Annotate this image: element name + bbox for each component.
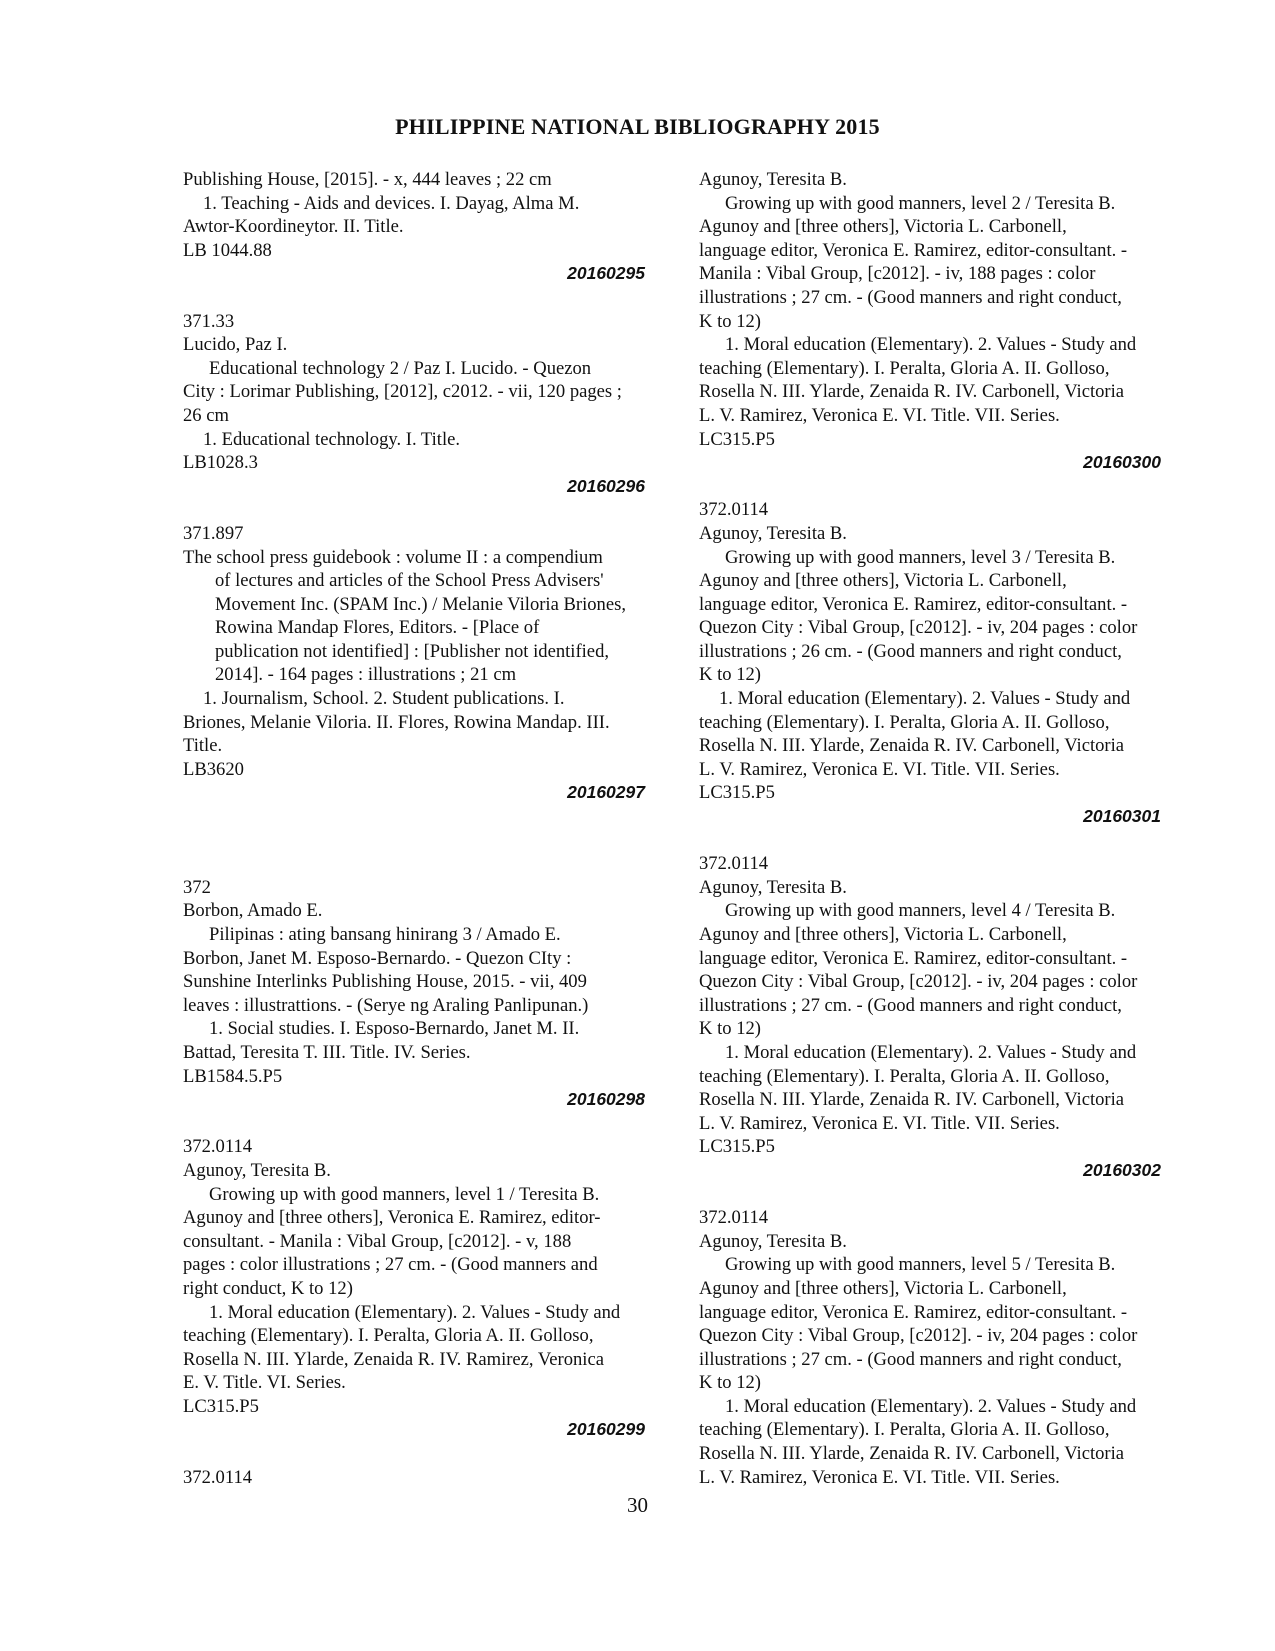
subject-headings: 1. Moral education (Elementary). 2. Values - Study and <box>725 1041 1137 1063</box>
subject-line: Rosella N. III. Ylarde, Zenaida R. IV. Ramirez, Veronica <box>183 1348 604 1370</box>
description-line: K to 12) <box>699 1018 761 1040</box>
record-number: 20160302 <box>1083 1159 1161 1180</box>
subject-line: Awtor-Koordineytor. II. Title. <box>183 216 404 238</box>
title-statement: Growing up with good manners, level 3 / Teresita B. <box>725 546 1116 568</box>
subject-line: teaching (Elementary). I. Peralta, Gloria A. II. Golloso, <box>183 1325 594 1347</box>
description-line: language editor, Veronica E. Ramirez, editor-consultant. - <box>699 1301 1128 1323</box>
class-number: 372.0114 <box>183 1136 253 1158</box>
subject-line: L. V. Ramirez, Veronica E. VI. Title. VII. Series. <box>699 1112 1060 1134</box>
description-line: Quezon City : Vibal Group, [c2012]. - iv, 204 pages : color <box>699 1325 1138 1347</box>
subject-line: L. V. Ramirez, Veronica E. VI. Title. VII. Series. <box>699 758 1060 780</box>
call-number: LB3620 <box>183 758 244 780</box>
call-number: LC315.P5 <box>699 782 775 804</box>
call-number: LB 1044.88 <box>183 239 272 261</box>
subject-line: Briones, Melanie Viloria. II. Flores, Rowina Mandap. III. <box>183 711 610 733</box>
left-column <box>183 168 663 1489</box>
author: Agunoy, Teresita B. <box>699 169 847 190</box>
description-line: Quezon City : Vibal Group, [c2012]. - iv, 204 pages : color <box>699 971 1138 993</box>
description-line: Borbon, Janet M. Esposo-Bernardo. - Quezon CIty : <box>183 947 572 969</box>
class-number: 372.0114 <box>699 853 769 875</box>
description-line: publication not identified] : [Publisher not identified, <box>215 640 610 662</box>
description-line: City : Lorimar Publishing, [2012], c2012. - vii, 120 pages ; <box>183 381 622 403</box>
subject-headings: 1. Social studies. I. Esposo-Bernardo, Janet M. II. <box>209 1018 580 1040</box>
class-number: 372 <box>183 876 211 898</box>
title-statement: Growing up with good manners, level 2 / Teresita B. <box>725 192 1116 214</box>
subject-headings: 1. Educational technology. I. Title. <box>203 428 461 450</box>
record-number: 20160299 <box>567 1419 645 1440</box>
class-number: 372.0114 <box>183 1466 253 1488</box>
description-line: language editor, Veronica E. Ramirez, editor-consultant. - <box>699 593 1128 615</box>
class-number: 372.0114 <box>699 499 769 521</box>
description-line: leaves : illustrattions. - (Serye ng Araling Panlipunan.) <box>183 994 589 1016</box>
description-line: Agunoy and [three others], Victoria L. Carbonell, <box>699 570 1067 592</box>
subject-headings: 1. Journalism, School. 2. Student publications. I. <box>203 688 565 710</box>
description-line: consultant. - Manila : Vibal Group, [c2012]. - v, 188 <box>183 1230 572 1252</box>
record-number: 20160300 <box>1083 452 1161 473</box>
class-number: 371.33 <box>183 310 235 332</box>
subject-line: Rosella N. III. Ylarde, Zenaida R. IV. Carbonell, Victoria <box>699 1089 1125 1111</box>
description-line: K to 12) <box>699 1372 761 1394</box>
subject-line: Title. <box>183 735 223 757</box>
subject-line: Battad, Teresita T. III. Title. IV. Series. <box>183 1041 471 1063</box>
call-number: LC315.P5 <box>699 428 775 450</box>
author: Agunoy, Teresita B. <box>699 876 847 898</box>
description-line: Quezon City : Vibal Group, [c2012]. - iv, 204 pages : color <box>699 617 1138 639</box>
subject-headings: 1. Moral education (Elementary). 2. Values - Study and <box>725 334 1137 356</box>
author: Agunoy, Teresita B. <box>699 522 847 544</box>
description-line: Publishing House, [2015]. - x, 444 leaves ; 22 cm <box>183 169 552 190</box>
subject-line: Rosella N. III. Ylarde, Zenaida R. IV. Carbonell, Victoria <box>699 735 1125 757</box>
class-number: 371.897 <box>183 522 244 544</box>
description-line: illustrations ; 27 cm. - (Good manners and right conduct, <box>699 994 1122 1016</box>
subject-line: teaching (Elementary). I. Peralta, Gloria A. II. Golloso, <box>699 711 1110 733</box>
title-statement: Pilipinas : ating bansang hinirang 3 / Amado E. <box>209 924 561 945</box>
call-number: LC315.P5 <box>183 1395 259 1417</box>
record-number: 20160295 <box>567 263 645 284</box>
subject-line: teaching (Elementary). I. Peralta, Gloria A. II. Golloso, <box>699 1065 1110 1087</box>
right-column <box>699 168 1179 1489</box>
subject-headings: 1. Moral education (Elementary). 2. Values - Study and <box>209 1301 621 1323</box>
author: Agunoy, Teresita B. <box>183 1159 331 1181</box>
author: Lucido, Paz I. <box>183 334 288 356</box>
record-number: 20160296 <box>567 475 645 496</box>
description-line: illustrations ; 26 cm. - (Good manners and right conduct, <box>699 640 1122 662</box>
record-number: 20160301 <box>1083 806 1161 827</box>
description-line: K to 12) <box>699 664 761 686</box>
subject-line: teaching (Elementary). I. Peralta, Gloria A. II. Golloso, <box>699 357 1110 379</box>
description-line: pages : color illustrations ; 27 cm. - (Good manners and <box>183 1254 598 1276</box>
call-number: LC315.P5 <box>699 1136 775 1158</box>
subject-line: teaching (Elementary). I. Peralta, Gloria A. II. Golloso, <box>699 1419 1110 1441</box>
call-number: LB1028.3 <box>183 452 258 474</box>
subject-line: Rosella N. III. Ylarde, Zenaida R. IV. Carbonell, Victoria <box>699 381 1125 403</box>
subject-headings: 1. Moral education (Elementary). 2. Values - Study and <box>725 1395 1137 1417</box>
author: Agunoy, Teresita B. <box>699 1230 847 1252</box>
description-line: Agunoy and [three others], Victoria L. Carbonell, <box>699 924 1067 945</box>
description-line: of lectures and articles of the School Press Advisers' <box>215 570 604 592</box>
title-statement: Educational technology 2 / Paz I. Lucido. - Quezon <box>209 357 592 379</box>
description-line: Movement Inc. (SPAM Inc.) / Melanie Viloria Briones, <box>215 593 626 615</box>
description-line: language editor, Veronica E. Ramirez, editor-consultant. - <box>699 947 1128 969</box>
description-line: 2014]. - 164 pages : illustrations ; 21 cm <box>215 664 517 686</box>
subject-headings: 1. Teaching - Aids and devices. I. Dayag, Alma M. <box>203 192 580 214</box>
description-line: Agunoy and [three others], Victoria L. Carbonell, <box>699 1277 1067 1299</box>
description-line: language editor, Veronica E. Ramirez, editor-consultant. - <box>699 239 1128 261</box>
page-number: 30 <box>627 1493 648 1517</box>
description-line: Agunoy and [three others], Victoria L. Carbonell, <box>699 216 1067 238</box>
title-statement: Growing up with good manners, level 4 / Teresita B. <box>725 900 1116 922</box>
subject-line: Rosella N. III. Ylarde, Zenaida R. IV. Carbonell, Victoria <box>699 1443 1125 1465</box>
description-line: Manila : Vibal Group, [c2012]. - iv, 188 pages : color <box>699 263 1096 285</box>
description-line: illustrations ; 27 cm. - (Good manners and right conduct, <box>699 1348 1122 1370</box>
description-line: 26 cm <box>183 404 229 426</box>
record-number: 20160298 <box>567 1089 645 1110</box>
subject-headings: 1. Moral education (Elementary). 2. Values - Study and <box>719 688 1131 710</box>
class-number: 372.0114 <box>699 1207 769 1229</box>
call-number: LB1584.5.P5 <box>183 1065 283 1087</box>
record-number: 20160297 <box>567 782 645 803</box>
description-line: Sunshine Interlinks Publishing House, 2015. - vii, 409 <box>183 971 587 993</box>
page-title: PHILIPPINE NATIONAL BIBLIOGRAPHY 2015 <box>395 114 880 139</box>
description-line: illustrations ; 27 cm. - (Good manners and right conduct, <box>699 286 1122 308</box>
author: Borbon, Amado E. <box>183 900 323 922</box>
description-line: Agunoy and [three others], Veronica E. Ramirez, editor- <box>183 1207 601 1229</box>
title-statement: Growing up with good manners, level 1 / Teresita B. <box>209 1183 600 1205</box>
title-statement: The school press guidebook : volume II : a compendium <box>183 546 603 568</box>
description-line: right conduct, K to 12) <box>183 1277 353 1299</box>
subject-line: L. V. Ramirez, Veronica E. VI. Title. VII. Series. <box>699 404 1060 426</box>
subject-line: E. V. Title. VI. Series. <box>183 1372 346 1394</box>
title-statement: Growing up with good manners, level 5 / Teresita B. <box>725 1254 1116 1276</box>
description-line: K to 12) <box>699 310 761 332</box>
description-line: Rowina Mandap Flores, Editors. - [Place of <box>215 617 540 639</box>
subject-line: L. V. Ramirez, Veronica E. VI. Title. VII. Series. <box>699 1466 1060 1488</box>
